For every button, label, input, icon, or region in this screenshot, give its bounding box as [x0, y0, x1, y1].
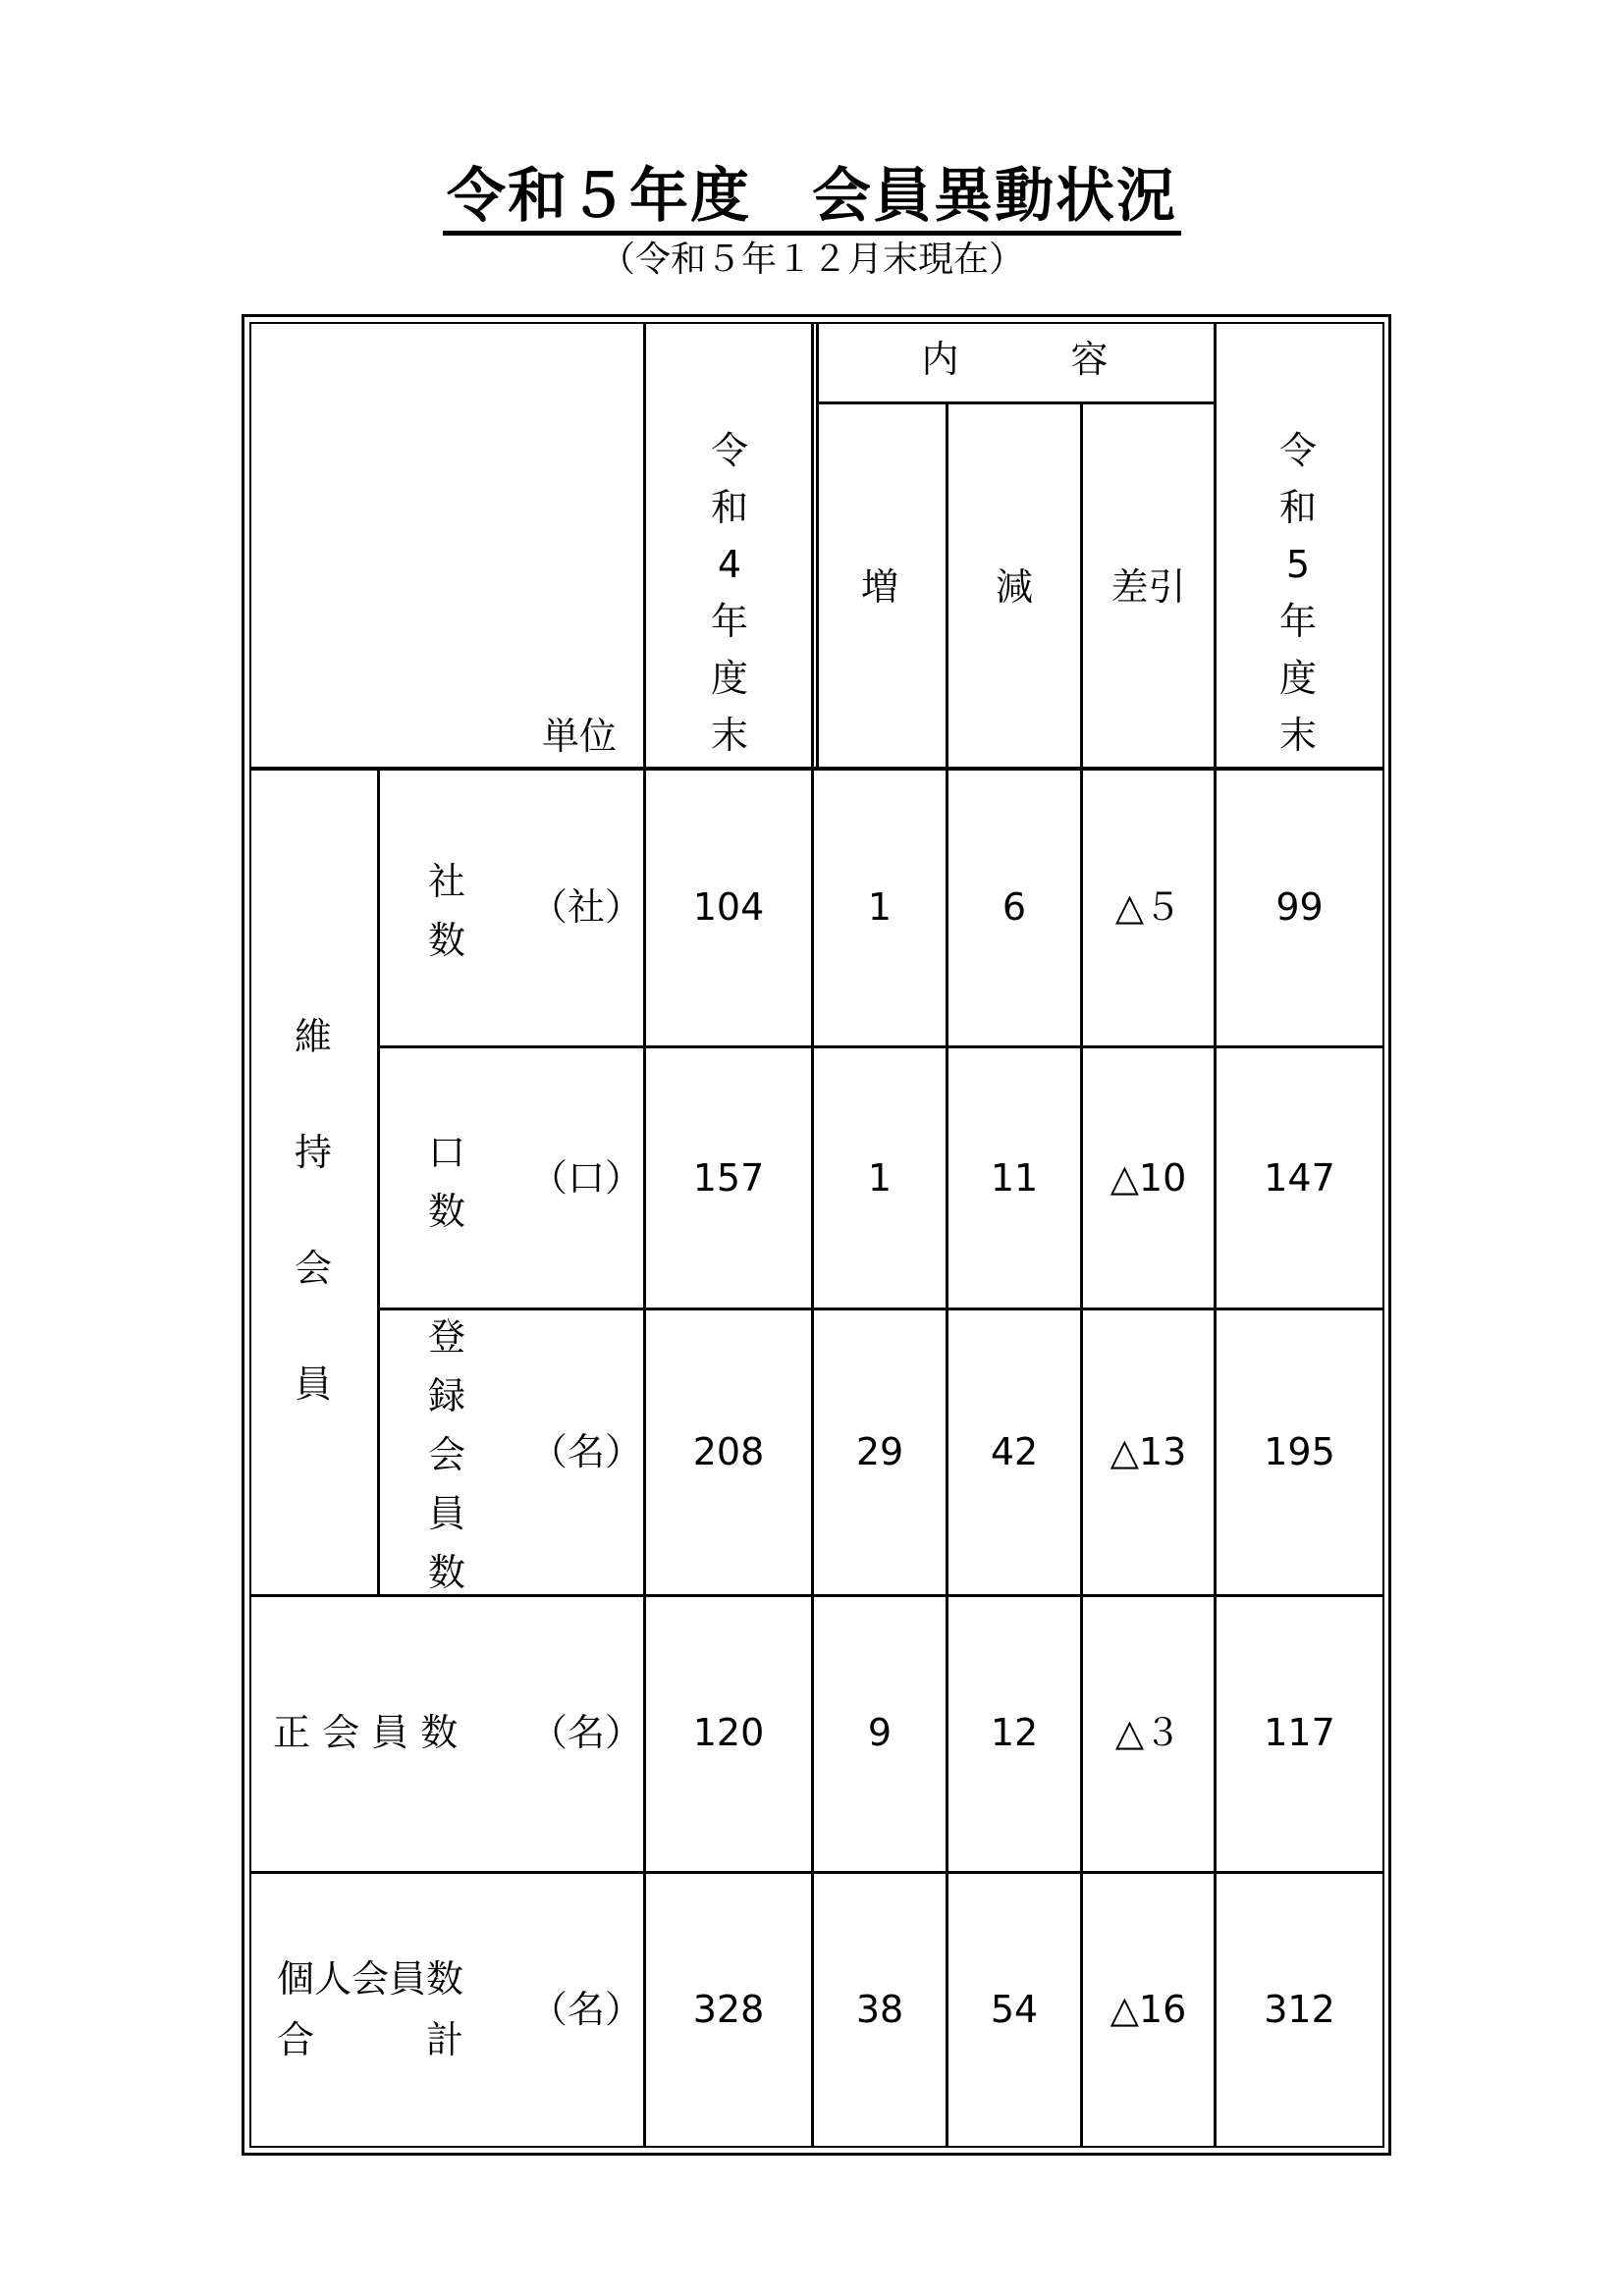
row-label: 口数 — [427, 1131, 465, 1233]
grid-line — [249, 1594, 1384, 1597]
cell-difference: △３ — [1114, 1711, 1182, 1754]
grid-line — [816, 401, 1214, 404]
row-label: 社数 — [427, 860, 465, 962]
row-unit: （名） — [530, 1988, 643, 2031]
cell-current: 312 — [1264, 1988, 1335, 2031]
grid-line — [1080, 403, 1083, 2148]
cell-prev: 104 — [692, 885, 765, 929]
cell-increase: 38 — [855, 1988, 904, 2031]
cell-prev: 328 — [692, 1988, 765, 2031]
cell-decrease: 54 — [990, 1988, 1039, 2031]
row-unit: （名） — [530, 1711, 643, 1754]
grid-line — [816, 322, 819, 770]
cell-prev: 157 — [692, 1156, 765, 1200]
group-label-maintenance-members: 維持会員 — [294, 1015, 332, 1406]
cell-current: 117 — [1264, 1711, 1335, 1754]
row-label-line2: 合 計 — [277, 2018, 464, 2061]
grid-line — [377, 1045, 1384, 1048]
cell-increase: 1 — [867, 1156, 893, 1200]
grid-line — [377, 770, 380, 1596]
header-difference: 差引 — [1110, 565, 1186, 609]
cell-decrease: 42 — [990, 1430, 1039, 1473]
grid-line — [643, 322, 646, 2148]
grid-line — [249, 322, 251, 2148]
cell-increase: 29 — [855, 1430, 904, 1473]
row-label: 登録会員数 — [427, 1315, 465, 1594]
grid-line — [946, 403, 948, 2148]
cell-prev: 208 — [692, 1430, 765, 1473]
cell-difference: △16 — [1110, 1988, 1187, 2031]
page-title — [0, 157, 1624, 236]
page-subtitle: （令和５年１２月末現在） — [599, 240, 1024, 280]
header-increase: 増 — [860, 565, 898, 609]
cell-difference: △13 — [1110, 1430, 1187, 1473]
row-unit: （名） — [530, 1430, 643, 1473]
header-prev-year-end: 令和4年度末 — [710, 429, 748, 757]
row-unit: （口） — [530, 1156, 643, 1200]
grid-line — [377, 1308, 1384, 1310]
header-content-group: 内 容 — [921, 338, 1109, 381]
cell-decrease: 12 — [990, 1711, 1039, 1754]
header-unit: 単位 — [541, 715, 617, 758]
cell-decrease: 6 — [1001, 885, 1027, 929]
grid-line — [1214, 322, 1217, 2148]
cell-decrease: 11 — [990, 1156, 1039, 1200]
cell-increase: 1 — [867, 885, 893, 929]
header-decrease: 減 — [995, 565, 1033, 609]
cell-increase: 9 — [867, 1711, 893, 1754]
grid-line — [249, 767, 1384, 771]
row-unit: （社） — [530, 885, 643, 929]
cell-current: 147 — [1264, 1156, 1335, 1200]
page-title-text: 令和５年度 会員異動状況 — [443, 162, 1181, 236]
grid-line — [1382, 322, 1384, 2148]
cell-difference: △10 — [1110, 1156, 1187, 1200]
row-label: 正 会 員 数 — [273, 1711, 459, 1754]
cell-current: 195 — [1264, 1430, 1335, 1473]
grid-line — [249, 1871, 1384, 1874]
cell-prev: 120 — [692, 1711, 765, 1754]
row-label-line1: 個人会員数 — [277, 1957, 464, 2001]
cell-difference: △５ — [1114, 885, 1182, 929]
header-curr-year-end: 令和5年度末 — [1278, 429, 1317, 757]
cell-current: 99 — [1275, 885, 1324, 929]
